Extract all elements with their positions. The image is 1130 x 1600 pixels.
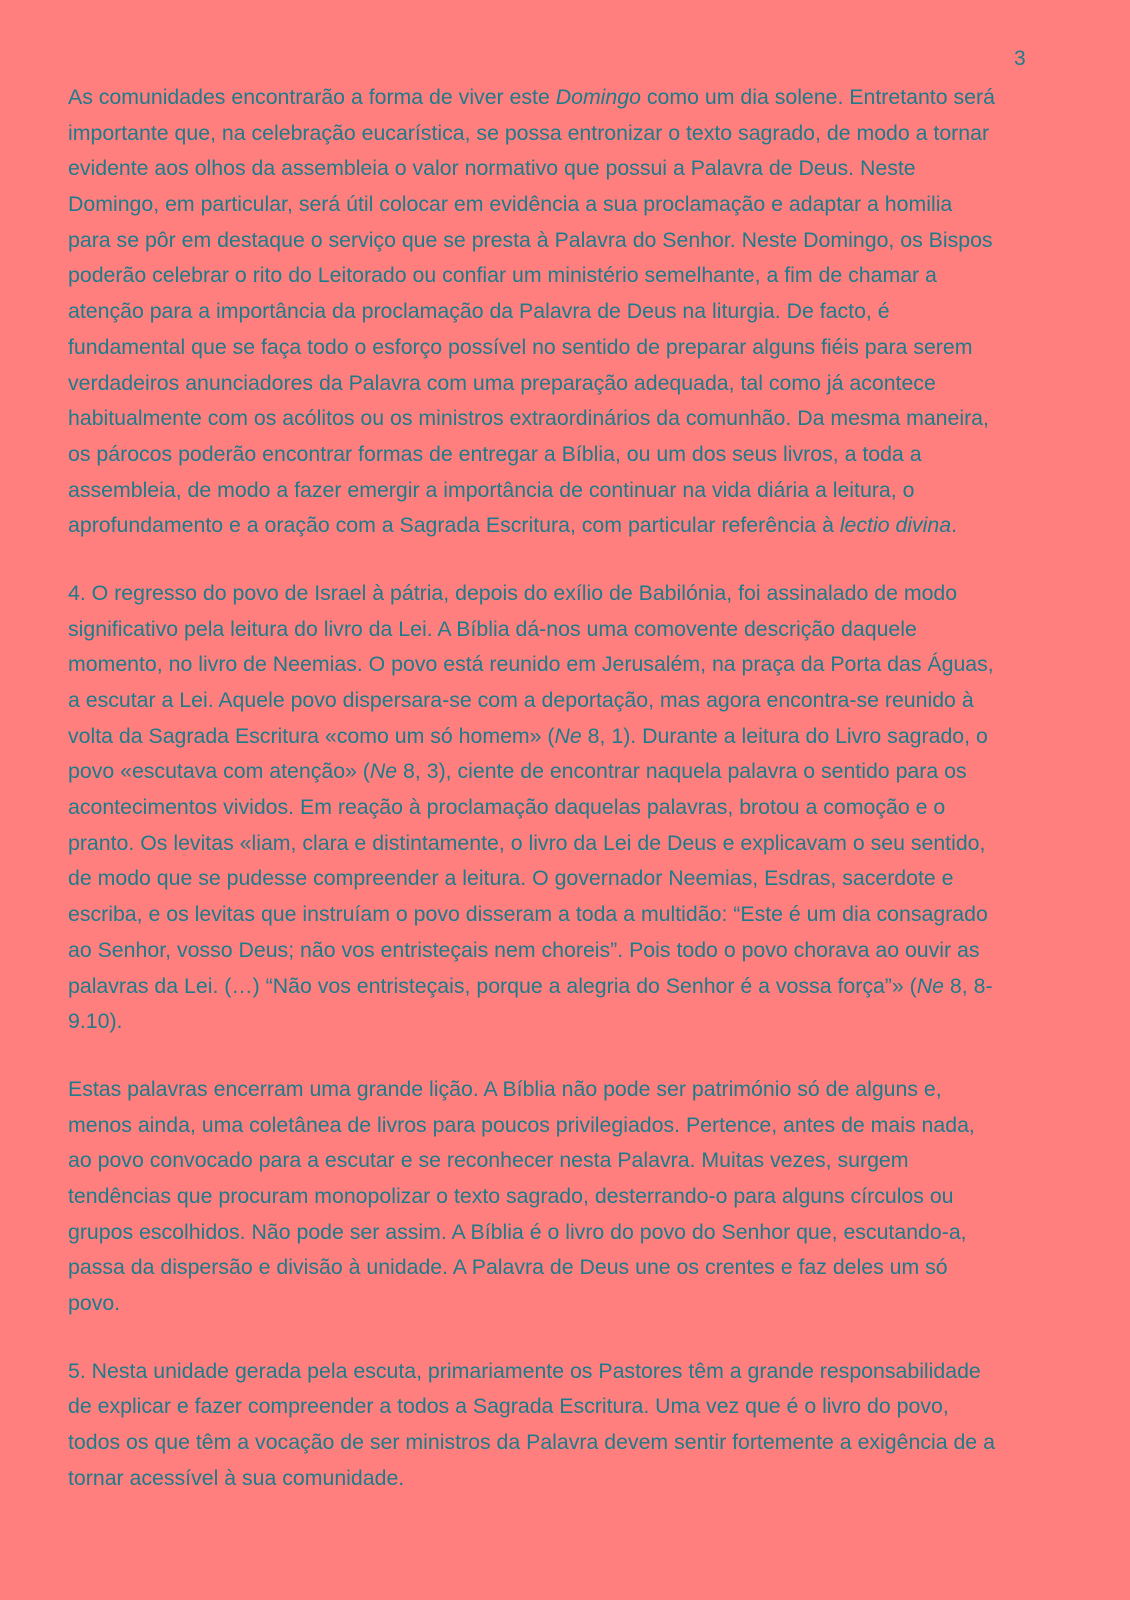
text-line: verdadeiros anunciadores da Palavra com uma preparação adequada, tal como já acontece [68, 370, 936, 395]
paragraph [68, 1072, 1068, 1322]
text-line: ao Senhor, vosso Deus; não vos entristeçais nem choreis”. Pois todo o povo chorava ao ouvir as [68, 937, 980, 962]
italic-text: lectio divina [839, 513, 952, 538]
text-line: escriba, e os levitas que instruíam o povo disseram a toda a multidão: “Este é um dia consagrado [68, 902, 988, 927]
paragraph [68, 1354, 1068, 1497]
page-number: 3 [1014, 47, 1026, 70]
text-line: pranto. Os levitas «liam, clara e distintamente, o livro da Lei de Deus e explicavam o seu sentido, [68, 830, 986, 855]
italic-text: Ne [554, 723, 582, 748]
italic-text: Domingo [555, 85, 641, 109]
text-line: assembleia, de modo a fazer emergir a importância de continuar na vida diária a leitura, o [68, 477, 915, 502]
text-line: os párocos poderão encontrar formas de entregar a Bíblia, ou um dos seus livros, a toda a [68, 441, 922, 466]
text-line: povo «escutava com atenção» (Ne 8, 3), ciente de encontrar naquela palavra o sentido para os [68, 759, 967, 784]
text-line: momento, no livro de Neemias. O povo está reunido em Jerusalém, na praça da Porta das Águas, [68, 652, 994, 677]
text-line: ao povo convocado para a escutar e se reconhecer nesta Palavra. Muitas vezes, surgem [68, 1148, 909, 1173]
text-line: atenção para a importância da proclamação da Palavra de Deus na liturgia. De facto, é [68, 299, 890, 324]
italic-text: Ne [369, 759, 398, 784]
text-line: habitualmente com os acólitos ou os ministros extraordinários da comunhão. Da mesma maneira, [68, 406, 989, 431]
text-line: evidente aos olhos da assembleia o valor normativo que possui a Palavra de Deus. Neste [68, 156, 916, 181]
text-line: acontecimentos vividos. Em reação à proclamação daquelas palavras, brotou a comoção e o [68, 795, 946, 820]
paragraph [68, 576, 1068, 1040]
text-line: poderão celebrar o rito do Leitorado ou confiar um ministério semelhante, a fim de chamar a [68, 263, 937, 288]
body-text [68, 80, 1068, 1528]
text-line: Domingo, em particular, será útil colocar em evidência a sua proclamação e adaptar a homilia [68, 192, 953, 217]
italic-text: Ne [916, 973, 944, 998]
text-line: grupos escolhidos. Não pode ser assim. A Bíblia é o livro do povo do Senhor que, escutando-a, [68, 1219, 967, 1244]
text-line: a escutar a Lei. Aquele povo dispersara-se com a deportação, mas agora encontra-se reunido à [68, 688, 974, 712]
text-line: importante que, na celebração eucarística, se possa entronizar o texto sagrado, de modo a tornar [68, 120, 990, 145]
text-line: fundamental que se faça todo o esforço possível no sentido de preparar alguns fiéis para serem [68, 334, 973, 359]
text-line: menos ainda, uma coletânea de livros para poucos privilegiados. Pertence, antes de mais nada, [68, 1112, 975, 1137]
text-line: todos os que têm a vocação de ser ministros da Palavra devem sentir fortemente a exigência de a [68, 1430, 995, 1455]
text-line: tornar acessível à sua comunidade. [68, 1465, 405, 1490]
text-line: As comunidades encontrarão a forma de viver este Domingo como um dia solene. Entretanto será [68, 85, 995, 109]
text-line: palavras da Lei. (…) “Não vos entristeçais, porque a alegria do Senhor é a vossa força”» (Ne 8, 8- [68, 973, 993, 998]
text-line: passa da dispersão e divisão à unidade. A Palavra de Deus une os crentes e faz deles um só [68, 1255, 948, 1280]
text-line: 9.10). [68, 1009, 123, 1034]
paragraph [68, 80, 1068, 544]
text-line: significativo pela leitura do livro da Lei. A Bíblia dá-nos uma comovente descrição daquele [68, 616, 917, 641]
text-line: de modo que se pudesse compreender a leitura. O governador Neemias, Esdras, sacerdote e [68, 866, 954, 891]
text-line: povo. [68, 1291, 121, 1315]
text-line: 4. O regresso do povo de Israel à pátria, depois do exílio de Babilónia, foi assinalado de modo [68, 580, 958, 605]
text-line: Estas palavras encerram uma grande lição. A Bíblia não pode ser património só de alguns e, [68, 1076, 942, 1101]
text-line: aprofundamento e a oração com a Sagrada Escritura, com particular referência à lectio divina. [68, 513, 958, 538]
text-line: para se pôr em destaque o serviço que se presta à Palavra do Senhor. Neste Domingo, os Bispos [68, 227, 993, 252]
text-line: tendências que procuram monopolizar o texto sagrado, desterrando-o para alguns círculos ou [68, 1183, 954, 1208]
text-line: de explicar e fazer compreender a todos a Sagrada Escritura. Uma vez que é o livro do povo, [68, 1394, 949, 1419]
text-line: volta da Sagrada Escritura «como um só homem» (Ne 8, 1). Durante a leitura do Livro sagrado, o [68, 723, 988, 748]
text-line: 5. Nesta unidade gerada pela escuta, primariamente os Pastores têm a grande responsabilidade [68, 1358, 981, 1383]
